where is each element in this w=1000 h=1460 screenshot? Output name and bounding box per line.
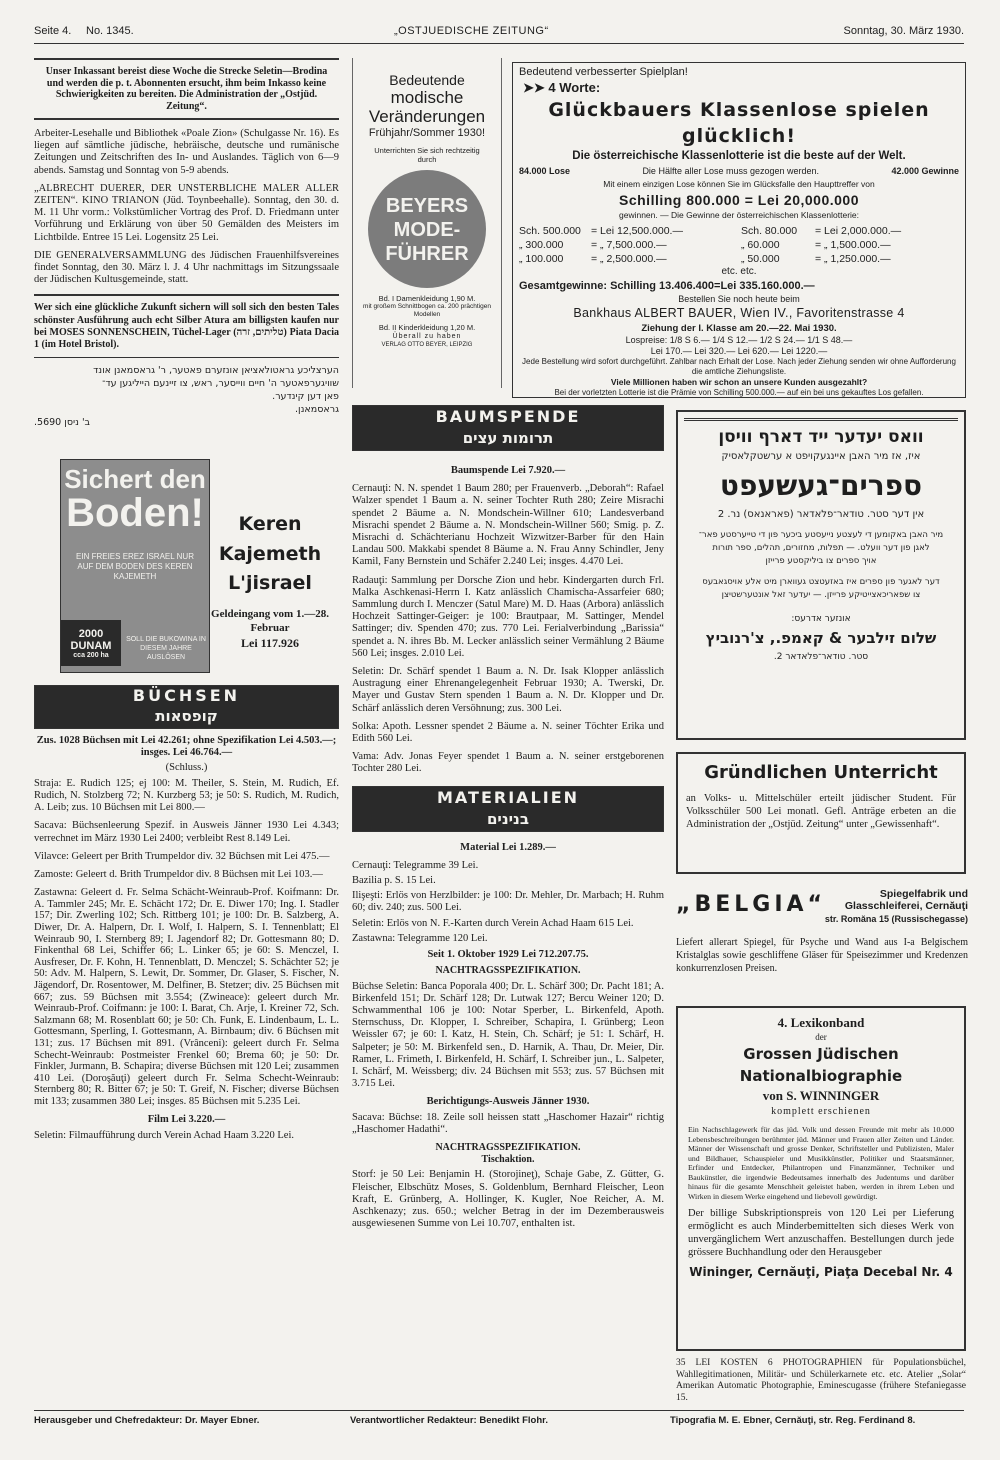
issue-number: No. 1345. xyxy=(86,25,134,37)
beyers-circle-logo: BEYERS MODE- FÜHRER xyxy=(368,170,486,288)
footer-printer: Tipografia M. E. Ebner, Cernăuţi, str. Reg. Ferdinand 8. xyxy=(670,1415,916,1426)
kkl-poster: Sichert den Boden! EIN FREIES EREZ ISRAEL NUR AUF DEM BODEN DES KEREN KAJEMETH 2000 DUNAM cca 200 ha SOLL DIE BUKOWINA IN DIESEM JAHRE AUSLÖSEN xyxy=(60,459,210,673)
page-footer xyxy=(34,1410,964,1432)
list-item: Seletin: Erlös von N. F.-Karten durch Verein Achad Haam 615 Lei. xyxy=(352,917,634,929)
tischaktion-text: Storf: je 50 Lei: Benjamin H. (Storojineţ), Schaje Gabe, Z. Gütter, G. Fleischer, Elbschütz Moses, S. Goldenblum, Bernhard Fleischer, Leon Kraft, E. Grünberg, A. Hollinger, K. Kugler, Noe Reicher, A. M. Aschkenazy; zus. 650.; welcher Betrag in der im Dezemberausweis ausgewiesenen Summe von Lei 10.707, enthalten ist. xyxy=(352,1169,664,1230)
list-item: Vilavce: Geleert per Brith Trumpeldor div. 32 Büchsen mit Lei 475.— xyxy=(34,850,330,862)
footer-editor: Verantwortlicher Redakteur: Benedikt Flohr. xyxy=(350,1415,548,1426)
list-item: Radauţi: Sammlung per Dorsche Zion und hebr. Kindergarten durch Frl. Malka Aschkenasi-Herrn I. Katz anlässlich Chamischa-Assarfeier 680; Sammlung durch I. Menczer (Satul Mare) M. D. Haas (Arbora) anlässlich Hochzeit Sattinger-Geiger: je 100: Brautpaar, M. Sattinger, Mendel Sattinger; div. Spenden 470; zus. 770 Lei. Ferialverbindung „Barissia“ spendet a. N. ihres Bb. M. Lecker anlässlich seiner Vermählung 2 Bäume 560 Lei; insges. 2.010 Lei. xyxy=(352,574,664,659)
list-item: Zastawna: Geleert d. Fr. Selma Schächt-Weinraub-Prof. Koifmann: Dr. A. Tammler 245; Mr. E. Schächt 172; Dr. E. Diwer 170; Ing. I. Stadler 157; Dir. Zwerling 102; Sch. Rittberg 101; je 100: Dr. B. Salzberg, A. Diwer, Dr. A. Halpern, Dr. I. Wolf, I. Halpern, S. I. Tennenblatt; El Weinraub 90, I. Sternberg 89; I. Jagendorf 82; Dr. Gottesmann 80; D. Finkenthal 68 Lei, Schiffer 66; L. Linker 65; je 60: S. Menczel, I. Ausfreser, Dr. F. Kohn, H. Tennenblatt, D. Menczel; S. Schächter 52; je 50: Adv. M. Halpern, S. Lewit, Dr. Sommer, Dr. Glaser, S. Fischer, N. Jägendorf, Dr. Rosentower, M. Delfiner, B. Stetzer; div. 25 Büchsen mit 667; zus. 59 Büchsen mit 3.554; (Zwineace): geleert durch Mr. Weinraub-Prof. Coifmann: je 100: I. Barat, Ch. Arje, I. Kreiner 72, Sch. Salzmann 68; M. Rosenblatt 60; je 50: Ch. Funk, E. Lindenbaum, L. L. Gottesmann, Sperling, I. Gottesmann, A. Birnbaum; div. 6 Büchsen mit 131; zus. 17 Büchsen mit 891. (Vrânceni): geleert durch Fr. Selma Schecht-Weinraub: Postmeister Frenkel 60; Brema 60; je 50: Dr. Finkler, Jurmann, B. Schapira; diverse Büchsen mit 120 Lei; zusammen 410 Lei. (Doroşăuţi) geleert durch Fr. Selma Schecht-Weinraub: Sternberg 80; R. Bitter 67; je 50: T. Greif, N. Fischer; diverse Büchsen mit 133; zusammen 380 Lei; insges. 85 Büchsen mit 5.235 Lei. xyxy=(34,887,339,1107)
list-item: Solka: Apoth. Lessner spendet 2 Bäume a. N. seiner Töchter Erika und Edith 560 Lei. xyxy=(352,720,664,745)
yiddish-bookstore-ad: וואס יעדער ייד דארף וויסן איז, אז מיר האבן איינגעקויפט א ערשטקלאסיק ספרים־געשעפט אין דער סטר. טודאר־פלאדאר (פאראנאס) נר. 2 מיר האבן באקומען די לעצטע נייעסטע ביכער פון די טייערסטע פאר־ לאגן פון דער וועלט. — תפלות, מחזורים, תהלים, ספר תורות אויך ספרים צו ביליקסטע פרייזן דער לאגער פון ספרים איז באזעטצט געווארן מיט אלע אויסגאבעס צו שפאריכאצייטיקע פרייזן. — יעדער זאל אונטערשטיצן אונזער אדרעס: שלום זילבער & קאמפ., צ'רנוביץ סטר. טודאר־פלאדאר 2. xyxy=(676,410,966,740)
film-text: Seletin: Filmaufführung durch Verein Achad Haam 3.220 Lei. xyxy=(34,1129,295,1141)
seit-total: Seit 1. Oktober 1929 Lei 712.207.75. xyxy=(427,949,589,961)
list-item: Bazilia p. S. 15 Lei. xyxy=(352,875,436,887)
lottery-prize-table xyxy=(519,224,959,266)
tischaktion-heading: Tischaktion. xyxy=(481,1154,535,1166)
kkl-text: Keren Kajemeth L'jisrael Geldeingang vom 1.—28. Februar Lei 117.926 xyxy=(211,513,329,651)
photo-ad: 35 LEI KOSTEN 6 PHOTOGRAPHIEN für Populationsbüchel, Wahllegitimationen, Militär- und Schülerkarnete etc. etc. Atelier „Solar“ Amerikan Automatic Photographie, Eminescugasse (frühere Stefaniegasse 15. xyxy=(676,1358,966,1403)
lesehalle-notice: Arbeiter-Lesehalle und Bibliothek «Poale Zion» (Schulgasse Nr. 16). Es liegen auf sämtliche jüdische, hebräische, deutsche und rumänische Zeitungen und Zeitschriften des In- und Auslandes. Täglich von 6—9 abends. Samstag und Sonntag von 5-9 abends. xyxy=(34,128,339,176)
baumspende-total: Baumspende Lei 7.920.— xyxy=(450,465,566,476)
page-number: Seite 4. xyxy=(34,25,72,37)
list-item: Cernauţi: Telegramme 39 Lei. xyxy=(352,859,479,871)
page-header xyxy=(34,22,964,44)
arrow-icon: ➤➤ 4 Worte: xyxy=(523,80,601,95)
list-item: Ilişeşti: Erlös von Herzlbilder: je 100: Dr. Mehler, Dr. Marbach; H. Ruhm 60; div. 240; zus. 500 Lei. xyxy=(352,890,664,914)
dunam-badge: 2000 DUNAM cca 200 ha xyxy=(61,620,121,666)
buechsen-banner: BÜCHSEN קופסאות xyxy=(34,685,339,729)
nachtrag-text: Büchse Seletin: Banca Poporala 400; Dr. L. Schärf 300; Dr. Pacht 181; A. Birkenfeld 151; Dr. Schärf 128; Dr. Lutwak 127; Bercu Weiner 120; D. Schwammenthal 106 je 100: Notar Sperber, L. Birkenfeld, Apoth. Sternschuss, Dr. Klopper, I. Schreiber, Schapira, I. Grünberg; Leon Weissler 67; je 60: I. Katz, H. Stein, Ch. Schärf; je 51: I. Schärf, H. Salpeter; je 50: M. Birkenfeld sen., D. Harnik, A. Thau, Dr. Meier, Dir. Ramer, L. Frimeth, I. Birkenfeld, H. Schärf, I. Schreiber jun., L. Salpeter, I. Schärf, M. Weissberg; div. 24 Büchsen mit 553; zus. 57 Büchsen mit 3.715 Lei. xyxy=(352,980,664,1090)
berichtigung-heading: Berichtigungs-Ausweis Jänner 1930. xyxy=(426,1096,590,1108)
column-middle xyxy=(352,405,664,1405)
baumspende-banner: BAUMSPENDE תרומות עצים xyxy=(352,405,664,451)
list-item: Vama: Adv. Jonas Feyer spendet 1 Baum a. N. seiner erstgeborenen Tochter 280 Lei. xyxy=(352,751,664,775)
list-item: Zamoste: Geleert d. Brith Trumpeldor div. 8 Büchsen mit Lei 103.— xyxy=(34,869,323,881)
keren-kajemeth-ad xyxy=(34,459,339,679)
buechsen-total: Zus. 1028 Büchsen mit Lei 42.261; ohne Spezifikation Lei 4.503.—; insges. Lei 46.764.— xyxy=(36,735,337,759)
unterricht-ad: Gründlichen Unterricht an Volks- u. Mittelschüler erteilt jüdischer Student. Für Volksschüler 500 Lei monatl. Gefl. Anträge erbeten an die Administration der „Ostjüd. Zeitung“ unter „Gewissenhaft“. xyxy=(676,752,966,874)
column-left xyxy=(34,58,339,1408)
list-item: Zastawna: Telegramme 120 Lei. xyxy=(352,932,488,944)
list-item: Cernauţi: N. N. spendet 1 Baum 280; per Frauenverb. „Deborah“: Rafael Walzer spendet 1 Baum a. N. seiner Tochter Ruth 280; Zeire Misrachi spendet 2 Bäume a. N. Mondschein-Willner 610; Landesverband Misrachi spendet 2 Bäume a. N. Mondschein-Willner 560; Smig. p. Z. Misrachi d. Schächterianu Hochzeit Wizwitzer-Barber für den Hain Landau 500. Makkabi spendet 8 Bäume a. N. Frau Anny Schindler, Jeny Kamil, Fany Bernstein und Schäfer 2.240 Lei; insges. 4.470 Lei. xyxy=(352,483,664,568)
inkasso-notice: Unser Inkassant bereist diese Woche die Strecke Seletin—Brodina und werden die p. t. Abonnenten ersucht, ihm beim Inkasso keine Schwierigkeiten zu bereiten. Die Administration der „Ostjüd. Zeitung“. xyxy=(45,66,328,112)
lexikon-ad: 4. Lexikonband der Grossen Jüdischen Nationalbiographie von S. WINNINGER komplett erschienen Ein Nachschlagewerk für das jüd. Volk und dessen Freunde mit mehr als 10.000 Lebensbeschreibungen berühmter jüd. Männer und Frauen aller Zeiten und Länder. Männer der Wissenschaft und grosse Denker, Schriftsteller und Publizisten, Maler und Bildhauer, Schauspieler und Musikkünstler, Politiker und Staatsmänner, Erfinder und Entdecker, Philantropen und Finanzmänner, Techniker und Baukünstler, die irgendwie Bedeutsames innerhalb des Judentums und darüber hinaus für die gesamte Menschheit geleistet haben, werden in ihrem Leben und Wirken in diesem Werke eingehend und liebevoll gewürdigt. Der billige Subskriptionspreis von 120 Lei per Lieferung ermöglicht es auch Minderbemittelten sich dieses Werk von unvergänglichem Wert anzuschaffen. Bestellungen durch jede grössere Buchhandlung oder den Herausgeber Wininger, Cernăuţi, Piaţa Decebal Nr. 4 xyxy=(676,1006,966,1351)
list-item: Sacava: Büchsenleerung Spezif. in Ausweis Jänner 1930 Lei 4.343; verrechnet im März 1930 Lei 2400; verbleibt Rest 8.149 Lei. xyxy=(34,820,339,844)
nachtrag-heading: NACHTRAGSSPEZIFIKATION. xyxy=(435,965,581,977)
list-item: Straja: E. Rudich 125; ej 100: M. Theiler, S. Stein, M. Rudich, Ef. Rudich, N. Stolzberg 72; N. Kurzberg 53; je 50: S. Rudich, M. Rudich, A. Leib; zus. 10 Büchsen mit Lei 800.— xyxy=(34,777,339,814)
table-row: „ 300.000 = „ 7,500.000.— „ 60.000 = „ 1,500.000.— xyxy=(519,239,891,251)
material-total: Material Lei 1.289.— xyxy=(460,841,556,853)
duerer-notice: „ALBRECHT DUERER, DER UNSTERBLICHE MALER ALLER ZEITEN“. KINO TRIANON (Jüd. Toynbeehalle). Sonntag, den 30. d. M. 11 Uhr vorm.: Volkstümlicher Vortrag des Prof. D. Friedmann unter Vorführung und Erklärung von über 50 Gemälden des Meisters im Lichtbilde. Entree 15 Lei. Logensitz 25 Lei. xyxy=(34,182,339,243)
belgia-name: „BELGIA“ xyxy=(676,892,827,917)
generalversammlung-notice: DIE GENERALVERSAMMLUNG des Jüdischen Frauenhilfsvereines findet Sonntag, den 30. März l. J. 4 Uhr nachmittags im Sitzungssaale der Jüdischen Kultusgemeinde, statt. xyxy=(34,249,339,286)
table-row: Sch. 500.000 = Lei 12,500.000.— Sch. 80.000 = Lei 2,000.000.— xyxy=(519,225,902,237)
footer-publisher: Herausgeber und Chefredakteur: Dr. Mayer Ebner. xyxy=(34,1415,260,1426)
issue-date: Sonntag, 30. März 1930. xyxy=(843,25,964,37)
newspaper-title: „OSTJUEDISCHE ZEITUNG“ xyxy=(394,25,549,37)
berichtigung-text: Sacava: Büchse: 18. Zeile soll heissen statt „Haschomer Hazair“ richtig „Haschomer Hadathi“. xyxy=(352,1111,664,1135)
schluss-note: (Schluss.) xyxy=(165,761,208,773)
table-row: „ 100.000 = „ 2,500.000.— „ 50.000 = „ 1,250.000.— xyxy=(519,253,891,265)
materialien-banner: MATERIALIEN בנינים xyxy=(352,786,664,832)
hebrew-congratulation: הערצליכע גראטולאציאן אונזערם פאטער, ר' גראסמאנן אונד שוויגערפאטער ה' חיים ווייסער, ראש, צו זיינעם הייליגען עד־ פאן דען קינדער. גראסמאנן. ב' ניסן 5690. xyxy=(34,365,339,429)
buechsen-list xyxy=(34,778,339,1108)
beyer-ad: Bedeutende modische Veränderungen Frühjahr/Sommer 1930! Unterrichten Sie sich rechtzeitig durch BEYERS MODE- FÜHRER Bd. I Damenkleidung 1,90 M. mit großem Schnittbogen ca. 200 prächtigen Modellen Bd. II Kinderkleidung 1,20 M. Überall zu haben VERLAG OTTO BEYER, LEIPZIG xyxy=(352,58,502,388)
list-item: Seletin: Dr. Schärf spendet 1 Baum a. N. Dr. Isak Klopper anlässlich Austragung einer Ehrenangelegenheit Februar 1930; A. Twerski, Dr. Mayer und Gustav Stern spenden 1 Baum a. N. Dr. Klopper und Dr. Schärf anlässlich deren Versöhnung; zus. 300 Lei. xyxy=(352,666,664,714)
atura-ad: Wer sich eine glückliche Zukunft sichern will soll sich den besten Tales schönster Ausführung auch echt Silber Atura am billigsten kaufen nur bei MOSES SONNENSCHEIN, Tüchel-Lager (טליתים, זרה) Piata Dacia 1 (im Hotel Bristol). xyxy=(34,302,339,351)
belgia-ad: „BELGIA“ Spiegelfabrik und Glasschleiferei, Cernăuţi str. Romăna 15 (Russischegasse) Liefert allerart Spiegel, für Psyche und Wand aus I-a Belgischem Kristalglas sowie geschliffene Gläser für Speisezimmer und Kredenzen konkurrenzlosen Preisen. xyxy=(676,888,968,974)
lottery-ad: Bedeutend verbesserter Spielplan! ➤➤ 4 Worte: Glückbauers Klassenlose spielen glücklich! Die österreichische Klassenlotterie ist die beste auf der Welt. 84.000 Lose Die Hälfte aller Lose muss gezogen werden. 42.000 Gewinne Mit einem einzigen Lose können Sie im Glücksfalle den Haupttreffer von Schilling 800.000 = Lei 20,000.000 gewinnen. — Die Gewinne der österreichischen Klassenlotterie: Sch. 500.000 = Lei 12,500.000.— Sch. 80.000 = Lei 2,000.000.— „ 300.000 = „ 7,500.000.— „ 60.000 = „ 1,500.000.— „ 100.000 = „ 2,500.000.— „ 50.000 = „ 1,250.000.— etc. etc. Gesamtgewinne: Schilling 13.406.400=Lei 335.160.000.— Bestellen Sie noch heute beim Bankhaus ALBERT BAUER, Wien IV., Favoritenstrasse 4 Ziehung der I. Klasse am 20.—22. Mai 1930. Lospreise: 1/8 S 6.— 1/4 S 12.— 1/2 S 24.— 1/1 S 48.— Lei 170.— Lei 320.— Lei 620.— Lei 1220.— Jede Bestellung wird sofort durchgeführt. Zahlbar nach Erhalt der Lose. Nach jeder Ziehung senden wir ohne Aufforderung die amtliche Ziehungsliste. Viele Millionen haben wir schon an unsere Kunden ausgezahlt? Bei der vorletzten Lotterie ist die Prämie von Schilling 500.000.— auf ein bei uns gekauftes Los gefallen. xyxy=(512,62,966,398)
film-heading: Film Lei 3.220.— xyxy=(147,1113,226,1125)
nachtrag2-heading: NACHTRAGSSPEZIFIKATION. xyxy=(435,1141,581,1153)
